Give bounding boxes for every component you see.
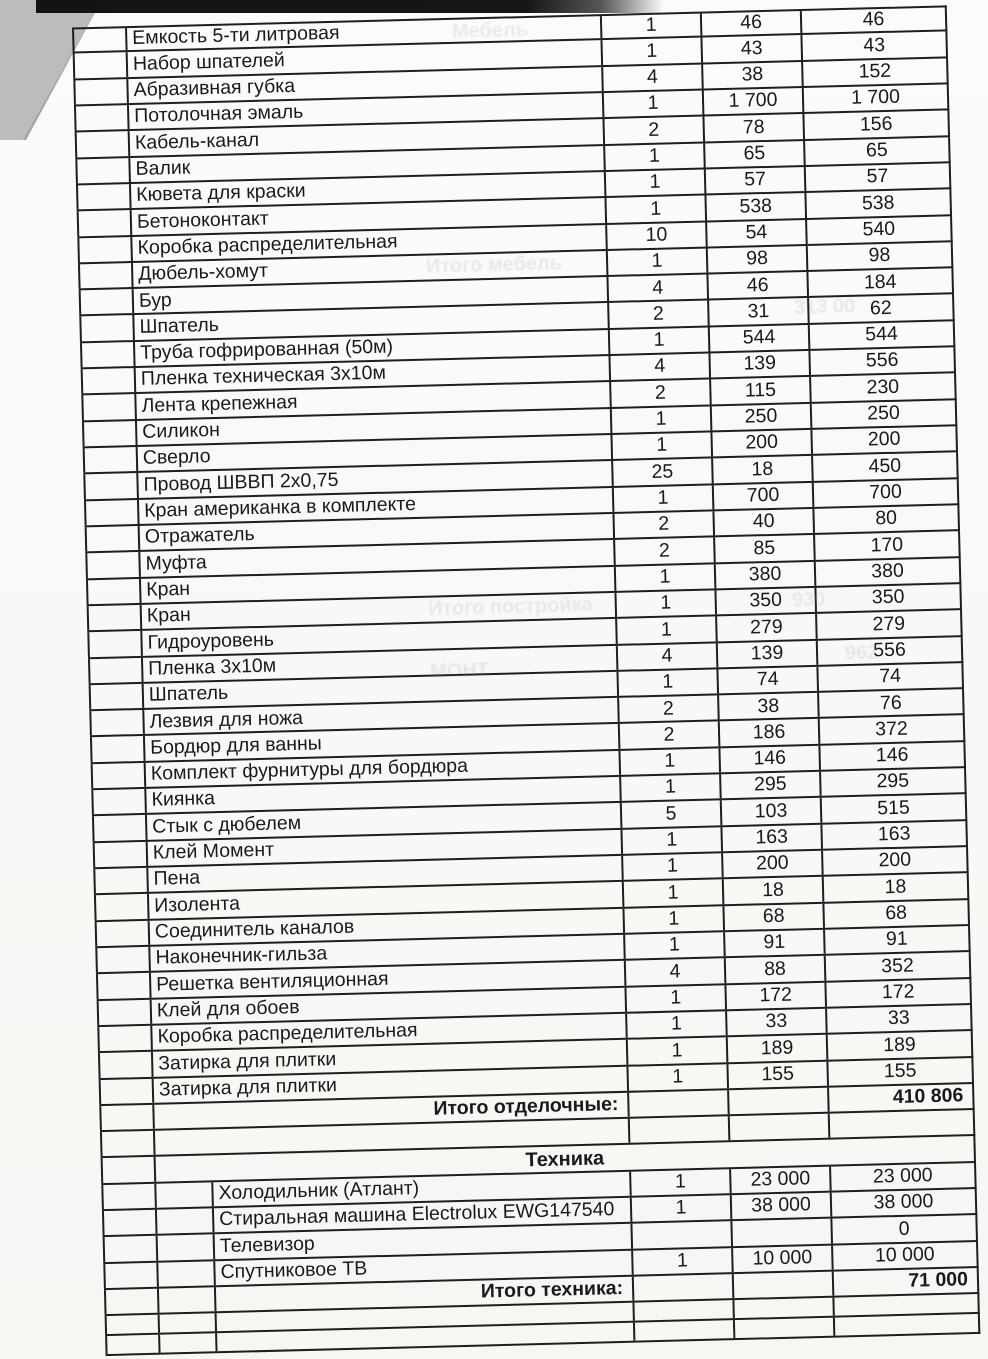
cell-price: 279 bbox=[715, 614, 816, 641]
cell-qty: 4 bbox=[606, 275, 707, 302]
cell-qty bbox=[633, 1320, 733, 1341]
cell-total: 279 bbox=[815, 610, 961, 638]
cell-index bbox=[103, 1262, 157, 1288]
cell-index bbox=[72, 28, 126, 52]
cell-item-name: Коробка распределительная bbox=[150, 1014, 625, 1050]
cell-item-name: Клей Момент bbox=[146, 830, 621, 866]
cell-qty: 1 bbox=[610, 432, 711, 459]
cell-qty: 1 bbox=[616, 669, 717, 696]
cell-qty: 4 bbox=[608, 354, 709, 381]
cell-qty: 1 bbox=[615, 617, 716, 644]
cell-index bbox=[78, 263, 132, 289]
cell-qty: 1 bbox=[603, 143, 704, 170]
cell-total: 38 000 bbox=[830, 1189, 976, 1217]
bleed-through-ghost-text: 962 bbox=[844, 641, 879, 665]
cell-total bbox=[833, 1314, 978, 1336]
cell-item-name: Коробка распределительная bbox=[130, 225, 605, 261]
cell-total: 163 bbox=[820, 821, 966, 849]
cell-total: 57 bbox=[804, 163, 950, 191]
cell-index bbox=[97, 1026, 151, 1052]
cell-index bbox=[97, 999, 151, 1025]
cell-qty: 1 bbox=[614, 590, 715, 617]
cell-indent bbox=[158, 1314, 215, 1333]
cell-qty: 10 bbox=[605, 222, 706, 249]
cell-price: 18 bbox=[711, 456, 812, 483]
cell-total: 76 bbox=[817, 689, 963, 717]
cell-total: 200 bbox=[810, 426, 956, 454]
cell-item-name: Валик bbox=[128, 146, 603, 182]
section-header-appliances: Техника bbox=[154, 1136, 974, 1181]
cell-qty: 1 bbox=[626, 1037, 727, 1064]
cell-item-name: Емкость 5-ти литровая bbox=[125, 16, 600, 50]
cell-price: 1 700 bbox=[702, 88, 803, 115]
cell-price: 189 bbox=[726, 1035, 827, 1062]
cell-index bbox=[101, 1157, 155, 1183]
cell-item-name: Лента крепежная bbox=[134, 382, 609, 418]
cell-qty: 1 bbox=[625, 1011, 726, 1038]
cell-index bbox=[74, 105, 128, 131]
cell-index bbox=[86, 579, 140, 605]
cell-qty: 1 bbox=[623, 932, 724, 959]
cell-qty bbox=[628, 1116, 729, 1143]
cell-price: 538 bbox=[704, 193, 805, 220]
cell-price: 186 bbox=[718, 719, 819, 746]
cell-item-name: Стиральная машина Electrolux EWG147540 bbox=[212, 1198, 630, 1233]
cell-index bbox=[73, 79, 127, 105]
cell-qty: 1 bbox=[618, 748, 719, 775]
cell-item-name: Кран американка в комплекте bbox=[137, 488, 612, 524]
cell-item-name: Муфта bbox=[138, 540, 613, 576]
cell-index bbox=[90, 736, 144, 762]
cell-index bbox=[96, 973, 150, 999]
cell-qty: 1 bbox=[612, 485, 713, 512]
cell-total: 155 bbox=[826, 1058, 972, 1086]
cell-item-name: Пена bbox=[146, 856, 621, 892]
cell-price: 68 bbox=[722, 903, 823, 930]
cell-item-name: Соединитель каналов bbox=[148, 908, 623, 944]
cell-item-name: Шпатель bbox=[132, 303, 607, 339]
cell-total: 250 bbox=[810, 400, 956, 428]
cell-total: 18 bbox=[822, 873, 968, 901]
cell-total: 98 bbox=[806, 242, 952, 270]
cell-total: 230 bbox=[809, 374, 955, 402]
cell-index bbox=[85, 526, 139, 552]
cell-price: 88 bbox=[724, 956, 825, 983]
cell-price: 10 000 bbox=[731, 1245, 832, 1272]
cell-total: 152 bbox=[801, 58, 947, 86]
cell-item-name: Пленка техническая 3х10м bbox=[134, 356, 609, 392]
cell-total: 1 700 bbox=[802, 84, 948, 112]
cell-price bbox=[730, 1219, 831, 1246]
cell-price bbox=[732, 1298, 832, 1319]
cell-qty: 1 bbox=[621, 853, 722, 880]
cell-item-name: Бур bbox=[132, 277, 607, 313]
scan-edge-top-band bbox=[36, 0, 664, 13]
cell-index bbox=[99, 1105, 153, 1131]
cell-total: 380 bbox=[814, 558, 960, 586]
cell-total: 33 bbox=[825, 1005, 971, 1033]
cell-total bbox=[832, 1294, 977, 1316]
cell-total: 189 bbox=[826, 1031, 972, 1059]
cell-item-name: Потолочная эмаль bbox=[127, 93, 602, 129]
cell-qty bbox=[627, 1090, 728, 1117]
bleed-through-ghost-text: Итого постройка bbox=[427, 593, 594, 621]
cell-total: 62 bbox=[807, 295, 953, 323]
cell-qty: 1 bbox=[602, 91, 703, 118]
cell-qty: 2 bbox=[618, 722, 719, 749]
cell-index bbox=[80, 342, 134, 368]
cell-total: 556 bbox=[808, 347, 954, 375]
cell-item-name: Клей для обоев bbox=[150, 987, 625, 1023]
cell-item-name: Изолента bbox=[147, 882, 622, 918]
cell-index bbox=[100, 1131, 154, 1157]
bleed-through-ghost-text: 930 bbox=[791, 588, 826, 612]
cell-index bbox=[83, 473, 137, 499]
cell-total: 10 000 bbox=[831, 1242, 977, 1270]
cell-item-name: Лезвия для ножа bbox=[142, 698, 617, 734]
cell-total: 74 bbox=[816, 663, 962, 691]
cell-price: 700 bbox=[712, 483, 813, 510]
cell-item-name: Стык с дюбелем bbox=[145, 803, 620, 839]
cell-qty: 1 bbox=[631, 1248, 732, 1275]
cell-price: 57 bbox=[704, 167, 805, 194]
materials-total-label: Итого отделочные: bbox=[152, 1093, 627, 1129]
cell-qty: 1 bbox=[604, 196, 705, 223]
cell-index bbox=[84, 500, 138, 526]
cell-total: 700 bbox=[812, 479, 958, 507]
cell-item-name: Сверло bbox=[136, 435, 611, 471]
cell-total: 23 000 bbox=[829, 1163, 975, 1191]
cell-qty bbox=[632, 1301, 732, 1322]
spreadsheet-table bbox=[72, 5, 980, 1356]
cell-item-name: Силикон bbox=[135, 409, 610, 445]
cell-price: 85 bbox=[713, 535, 814, 562]
cell-item-name: Шпатель bbox=[142, 672, 617, 708]
cell-qty: 1 bbox=[620, 827, 721, 854]
cell-total: 450 bbox=[811, 453, 957, 481]
cell-price: 163 bbox=[720, 824, 821, 851]
cell-item-name: Спутниковое ТВ bbox=[213, 1250, 631, 1285]
cell-total: 544 bbox=[808, 321, 954, 349]
cell-index bbox=[82, 421, 136, 447]
cell-qty: 1 bbox=[630, 1195, 731, 1222]
cell-item-name: Кран bbox=[140, 593, 615, 629]
cell-price: 98 bbox=[706, 246, 807, 273]
cell-qty: 1 bbox=[622, 880, 723, 907]
cell-total: 170 bbox=[813, 531, 959, 559]
cell-total: 43 bbox=[800, 32, 946, 60]
cell-indent bbox=[155, 1208, 213, 1234]
cell-price: 200 bbox=[710, 430, 811, 457]
cell-price: 43 bbox=[700, 35, 801, 62]
cell-item-name: Решетка вентиляционная bbox=[149, 961, 624, 997]
cell-price: 18 bbox=[722, 877, 823, 904]
cell-total: 538 bbox=[804, 190, 950, 218]
cell-price: 33 bbox=[725, 1009, 826, 1036]
cell-index bbox=[105, 1315, 158, 1334]
cell-price: 544 bbox=[708, 325, 809, 352]
cell-price: 200 bbox=[721, 851, 822, 878]
cell-index bbox=[91, 763, 145, 789]
cell-price: 350 bbox=[714, 588, 815, 615]
cell-price: 46 bbox=[700, 11, 801, 36]
cell-total: 295 bbox=[819, 768, 965, 796]
cell-price: 23 000 bbox=[729, 1166, 830, 1193]
cell-index bbox=[85, 552, 139, 578]
cell-qty: 2 bbox=[612, 511, 713, 538]
cell-qty: 5 bbox=[620, 801, 721, 828]
cell-price: 115 bbox=[709, 377, 810, 404]
cell-price: 38 000 bbox=[730, 1193, 831, 1220]
cell-index bbox=[83, 447, 137, 473]
cell-index bbox=[79, 315, 133, 341]
cell-index bbox=[81, 394, 135, 420]
cell-index bbox=[104, 1289, 158, 1315]
cell-price: 78 bbox=[702, 114, 803, 141]
cell-price: 103 bbox=[720, 798, 821, 825]
cell-price: 155 bbox=[726, 1061, 827, 1088]
cell-qty: 1 bbox=[629, 1169, 730, 1196]
cell-index bbox=[103, 1236, 157, 1262]
cell-item-name: Киянка bbox=[144, 777, 619, 813]
cell-indent bbox=[154, 1182, 212, 1208]
cell-index bbox=[93, 842, 147, 868]
cell-total: 172 bbox=[824, 979, 970, 1007]
cell-item-name: Наконечник-гильза bbox=[148, 935, 623, 971]
cell-price: 172 bbox=[724, 982, 825, 1009]
cell-price bbox=[727, 1088, 828, 1115]
appliances-total-label: Итого техника: bbox=[214, 1277, 632, 1312]
cell-index bbox=[101, 1184, 155, 1210]
cell-total: 146 bbox=[818, 742, 964, 770]
cell-qty: 1 bbox=[622, 906, 723, 933]
cell-total: 80 bbox=[812, 505, 958, 533]
cell-index bbox=[94, 894, 148, 920]
cell-item-name: Пленка 3х10м bbox=[141, 645, 616, 681]
cell-index bbox=[73, 52, 127, 78]
cell-qty: 2 bbox=[609, 380, 710, 407]
cell-item-name: Гидроуровень bbox=[140, 619, 615, 655]
cell-index bbox=[99, 1078, 153, 1104]
cell-price bbox=[733, 1318, 833, 1339]
cell-total: 91 bbox=[823, 926, 969, 954]
cell-total: 68 bbox=[822, 900, 968, 928]
cell-total: 372 bbox=[818, 716, 964, 744]
cell-item-name: Отражатель bbox=[138, 514, 613, 550]
cell-total: 515 bbox=[820, 795, 966, 823]
cell-index bbox=[105, 1335, 158, 1354]
cell-qty: 1 bbox=[610, 406, 711, 433]
cell-index bbox=[89, 684, 143, 710]
cell-price: 65 bbox=[703, 141, 804, 168]
bleed-through-ghost-text: Мебель bbox=[451, 19, 529, 43]
cell-item-name: Бетоноконтакт bbox=[130, 198, 605, 234]
cell-price: 38 bbox=[717, 693, 818, 720]
cell-price: 31 bbox=[707, 298, 808, 325]
cell-indent bbox=[156, 1235, 214, 1261]
cell-qty: 1 bbox=[608, 327, 709, 354]
cell-index bbox=[87, 605, 141, 631]
cell-price: 40 bbox=[712, 509, 813, 536]
cell-total: 556 bbox=[816, 637, 962, 665]
cell-qty: 1 bbox=[624, 985, 725, 1012]
cell-price: 139 bbox=[716, 640, 817, 667]
cell-item-name: Абразивная губка bbox=[126, 67, 601, 103]
cell-price: 46 bbox=[706, 272, 807, 299]
cell-item-name: Набор шпателей bbox=[126, 40, 601, 76]
cell-price: 139 bbox=[708, 351, 809, 378]
cell-total: 200 bbox=[821, 847, 967, 875]
cell-item-name: Провод ШВВП 2х0,75 bbox=[136, 461, 611, 497]
cell-qty: 2 bbox=[602, 117, 703, 144]
cell-indent bbox=[158, 1334, 215, 1353]
cell-total: 184 bbox=[806, 268, 952, 296]
cell-price bbox=[732, 1272, 833, 1299]
cell-item-name: Затирка для плитки bbox=[151, 1040, 626, 1076]
cell-index bbox=[95, 920, 149, 946]
cell-price: 74 bbox=[716, 667, 817, 694]
cell-price: 91 bbox=[723, 930, 824, 957]
cell-index bbox=[77, 210, 131, 236]
spreadsheet-sheet bbox=[52, 5, 985, 1357]
cell-item-name: Комплект фурнитуры для бордюра bbox=[144, 751, 619, 787]
cell-indent bbox=[157, 1287, 215, 1313]
cell-index bbox=[75, 131, 129, 157]
cell-index bbox=[89, 710, 143, 736]
cell-index bbox=[91, 789, 145, 815]
materials-total-value: 410 806 bbox=[827, 1084, 973, 1112]
cell-index bbox=[87, 631, 141, 657]
cell-qty: 1 bbox=[626, 1064, 727, 1091]
cell-price: 54 bbox=[705, 220, 806, 247]
cell-price: 250 bbox=[710, 404, 811, 431]
cell-price: 146 bbox=[718, 746, 819, 773]
cell-item-name: Труба гофрированная (50м) bbox=[133, 330, 608, 366]
cell-price bbox=[728, 1114, 829, 1141]
cell-price: 380 bbox=[714, 561, 815, 588]
bleed-through-ghost-text: Итого мебель bbox=[425, 252, 563, 278]
cell-index bbox=[102, 1210, 156, 1236]
cell-index bbox=[81, 368, 135, 394]
cell-item-name: Затирка для плитки bbox=[152, 1066, 627, 1102]
cell-index bbox=[88, 657, 142, 683]
cell-qty: 2 bbox=[613, 538, 714, 565]
cell-total: 540 bbox=[805, 216, 951, 244]
cell-index bbox=[92, 815, 146, 841]
cell-index bbox=[76, 184, 130, 210]
cell-qty: 25 bbox=[611, 459, 712, 486]
cell-qty: 4 bbox=[624, 959, 725, 986]
cell-total: 352 bbox=[824, 952, 970, 980]
cell-item-name: Дюбель-хомут bbox=[131, 251, 606, 287]
cell-qty: 1 bbox=[606, 248, 707, 275]
cell-index bbox=[98, 1052, 152, 1078]
cell-total: 156 bbox=[802, 111, 948, 139]
bleed-through-ghost-text: МОНТ bbox=[429, 659, 490, 683]
bleed-through-ghost-text: 313 00 bbox=[793, 295, 856, 319]
cell-item-name: Холодильник (Атлант) bbox=[211, 1172, 629, 1207]
cell-qty: 4 bbox=[601, 64, 702, 91]
cell-index bbox=[77, 237, 131, 263]
appliances-total-value: 71 000 bbox=[832, 1268, 978, 1296]
cell-total: 350 bbox=[814, 584, 960, 612]
cell-price: 295 bbox=[719, 772, 820, 799]
cell-index bbox=[93, 868, 147, 894]
cell-qty bbox=[632, 1274, 733, 1301]
cell-index bbox=[79, 289, 133, 315]
cell-qty: 4 bbox=[616, 643, 717, 670]
cell-qty: 1 bbox=[600, 14, 701, 39]
cell-item-name: Кран bbox=[139, 567, 614, 603]
cell-total: 65 bbox=[803, 137, 949, 165]
cell-item-name: Бордюр для ванны bbox=[143, 724, 618, 760]
cell-total bbox=[828, 1110, 974, 1138]
cell-total: 46 bbox=[800, 7, 946, 33]
cell-item-name: Кювета для краски bbox=[129, 172, 604, 208]
cell-qty: 1 bbox=[600, 38, 701, 65]
cell-qty: 1 bbox=[619, 774, 720, 801]
cell-qty: 2 bbox=[607, 301, 708, 328]
cell-item-name: Кабель-канал bbox=[128, 119, 603, 155]
cell-qty: 1 bbox=[614, 564, 715, 591]
cell-indent bbox=[156, 1261, 214, 1287]
cell-item-name: Телевизор bbox=[213, 1224, 631, 1259]
cell-qty bbox=[630, 1222, 731, 1249]
cell-total: 0 bbox=[830, 1215, 976, 1243]
cell-price: 38 bbox=[701, 62, 802, 89]
cell-qty: 1 bbox=[604, 169, 705, 196]
cell-index bbox=[75, 158, 129, 184]
cell-index bbox=[95, 947, 149, 973]
cell-qty: 2 bbox=[617, 696, 718, 723]
